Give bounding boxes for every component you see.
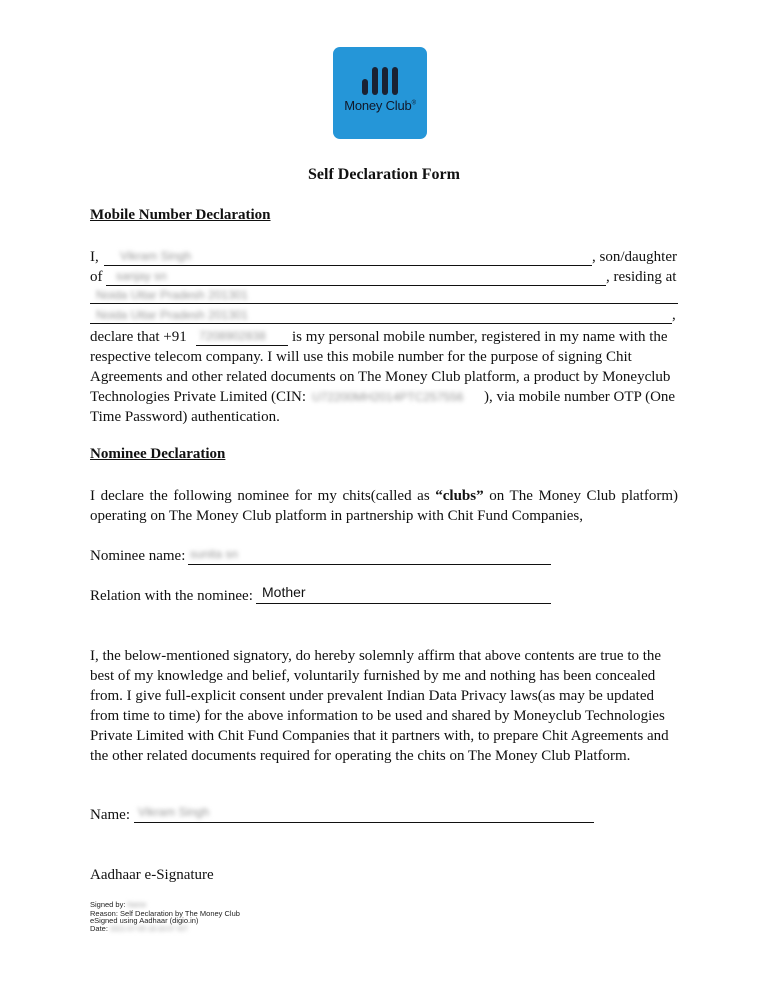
son-daughter-label: , son/daughter: [592, 249, 677, 265]
signatory-name-label: Name:: [90, 807, 130, 823]
affirmation-line-2: best of my knowledge and belief, voluntarily furnished by me and nothing has been concealed: [90, 668, 656, 684]
date-label: Date:: [90, 923, 108, 933]
relation-field: [256, 584, 551, 604]
cin-value: U72200MH2014PTC257556: [312, 390, 464, 404]
relation-label: Relation with the nominee:: [90, 588, 253, 604]
mobile-para-line-3: Agreements and other related documents on The Money Club platform, a product by Moneyclub: [90, 369, 671, 385]
nominee-name-value: sunita sn: [190, 547, 239, 561]
residing-at-label: , residing at: [606, 269, 677, 285]
i-label: I,: [90, 249, 99, 265]
address-line-1: [90, 285, 678, 304]
relation-value: Mother: [262, 584, 306, 600]
parent-value: sanjay sn: [116, 269, 167, 283]
phone-field: [196, 327, 288, 346]
affirmation-line-5: Private Limited with Chit Fund Companies that it partners with, to prepare Chit Agreements and: [90, 728, 669, 744]
parent-field: [106, 267, 606, 286]
signatory-name-field: [134, 803, 594, 823]
name-field: [104, 247, 592, 266]
declare-suffix: is my personal mobile number, registered in my name with the: [292, 329, 668, 345]
logo-brand-text: Money Club®: [344, 98, 416, 113]
affirmation-line-1: I, the below-mentioned signatory, do hereby solemnly affirm that above contents are true to the: [90, 648, 662, 664]
phone-value: 7208902838: [199, 329, 266, 343]
affirmation-line-3: from. I give full-explicit consent under prevalent Indian Data Privacy laws(as may be updated: [90, 688, 654, 704]
signatory-name-value: Vikram Singh: [138, 805, 210, 819]
signed-by-value: Name: [127, 902, 147, 909]
nominee-name-field: [188, 546, 551, 565]
declare-prefix: declare that +91: [90, 329, 187, 345]
mobile-para-line-2: respective telecom company. I will use this mobile number for the purpose of signing Chit: [90, 349, 632, 365]
affirmation-line-6: the other related documents required for operating the chits on The Money Club Platform.: [90, 748, 631, 764]
nominee-declaration-heading: Nominee Declaration: [90, 446, 226, 462]
nominee-name-label: Nominee name:: [90, 548, 186, 564]
form-title: Self Declaration Form: [308, 166, 460, 183]
mobile-declaration-heading: Mobile Number Declaration: [90, 207, 271, 223]
affirmation-line-4: from time to time) for the above information to be used and shared by Moneyclub Technologies: [90, 708, 665, 724]
mobile-para-line-5: Time Password) authentication.: [90, 409, 280, 425]
date-value: 2021-07-05 18:16:07 IST: [110, 925, 188, 933]
address-line-2-value: Noida Uttar Pradesh 201301: [96, 308, 249, 322]
mobile-para-line-4-suffix: ), via mobile number OTP (One: [484, 389, 676, 405]
nominee-para-line-1: I declare the following nominee for my chits(called as “clubs” on The Money Club platform): [90, 488, 678, 504]
esign-meta: [90, 901, 240, 933]
aadhaar-esignature-label: Aadhaar e-Signature: [90, 867, 214, 883]
esign-reason: Reason: Self Declaration by The Money Club: [90, 908, 240, 918]
esign-provider: eSigned using Aadhaar (digio.in): [90, 916, 199, 925]
address-comma: ,: [672, 307, 676, 323]
address-line-1-value: Noida Uttar Pradesh 201301: [96, 288, 249, 302]
nominee-para-line-2: operating on The Money Club platform in partnership with Chit Fund Companies,: [90, 508, 584, 524]
bars-icon: [333, 67, 427, 95]
signed-by-label: Signed by:: [90, 900, 126, 909]
money-club-logo: [333, 47, 427, 139]
name-value: Vikram Singh: [120, 249, 192, 263]
of-label: of: [90, 269, 103, 285]
mobile-para-line-4-prefix: Technologies Private Limited (CIN:: [90, 389, 306, 405]
address-line-2: [90, 305, 672, 324]
